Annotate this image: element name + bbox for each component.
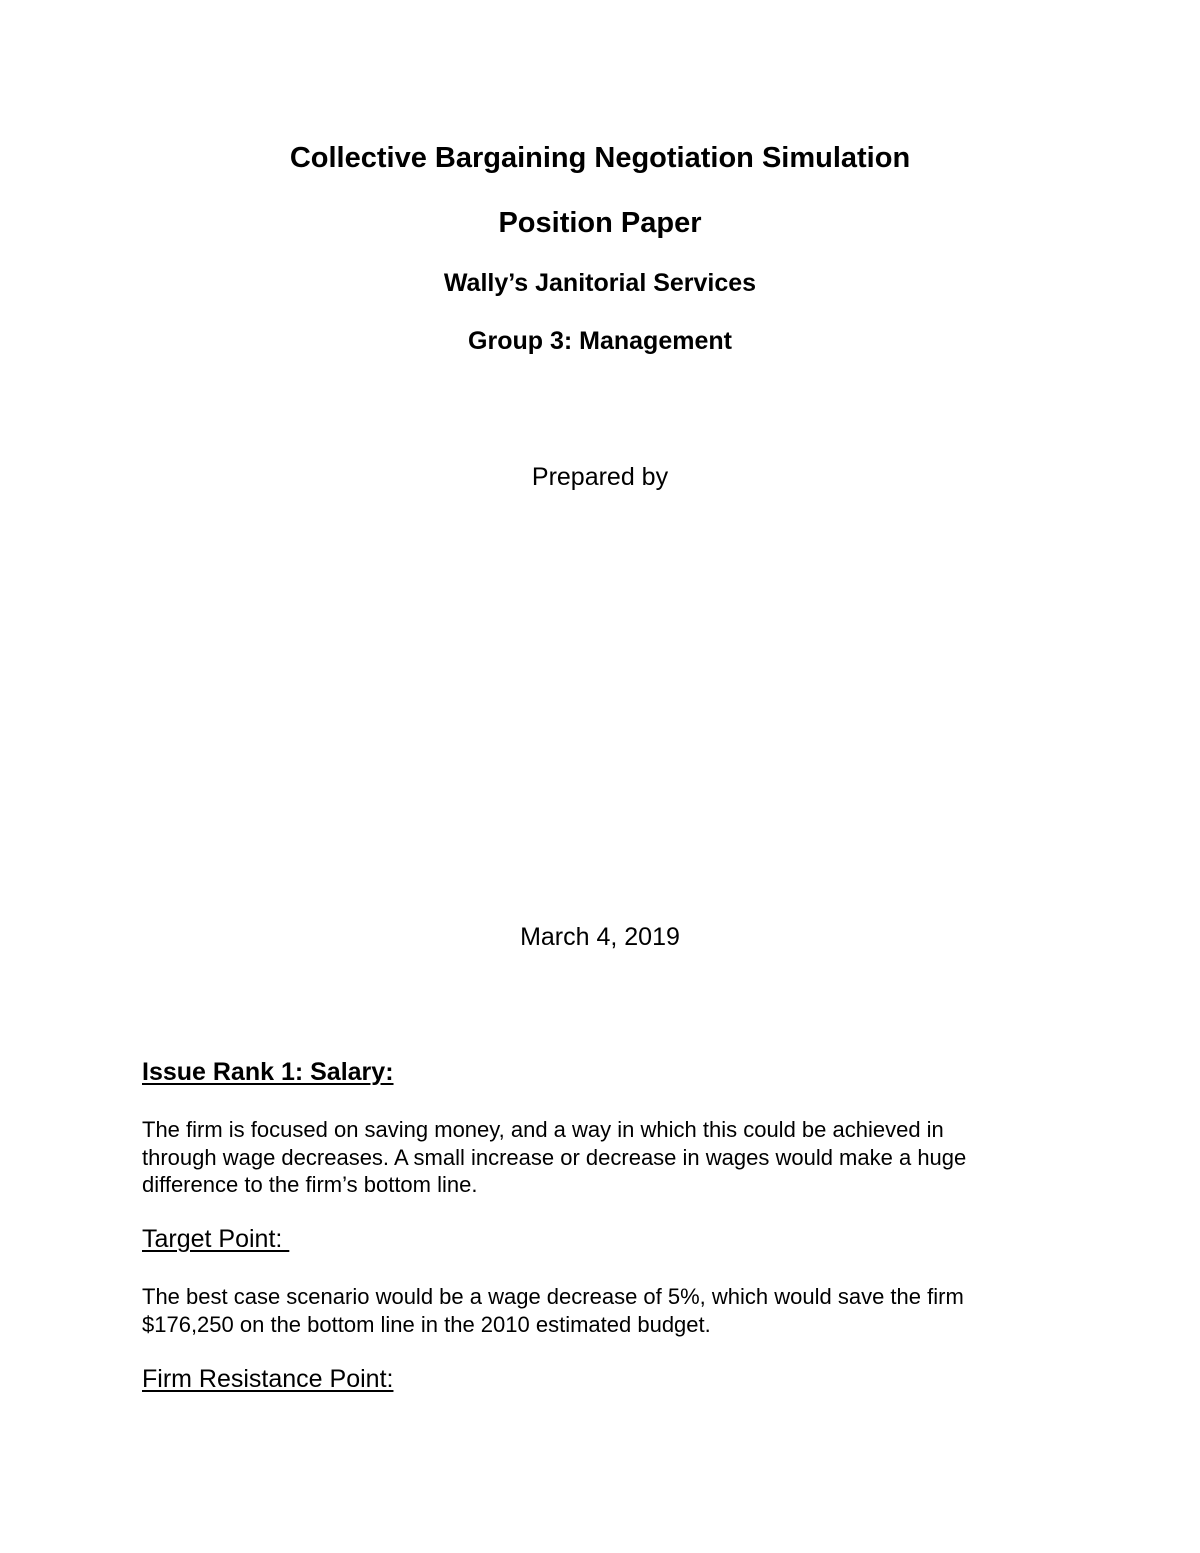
section-heading-salary: Issue Rank 1: Salary:: [142, 1058, 394, 1086]
document-title: Collective Bargaining Negotiation Simulation: [289, 142, 911, 174]
section-heading-resistance-point: Firm Resistance Point:: [142, 1365, 394, 1393]
group-name: Group 3: Management: [468, 327, 732, 355]
paragraph-line: $176,250 on the bottom line in the 2010 estimated budget.: [142, 1311, 711, 1337]
paragraph-line: through wage decreases. A small increase or decrease in wages would make a huge: [142, 1144, 967, 1170]
section-paragraph-salary: [142, 1116, 1042, 1199]
company-name: Wally’s Janitorial Services: [443, 269, 757, 297]
paragraph-line: The firm is focused on saving money, and a way in which this could be achieved in: [142, 1117, 944, 1142]
paragraph-line: The best case scenario would be a wage decrease of 5%, which would save the firm: [142, 1284, 964, 1309]
section-heading-target-point: Target Point:: [142, 1225, 290, 1253]
prepared-by-label: Prepared by: [531, 463, 669, 491]
paragraph-line: difference to the firm’s bottom line.: [142, 1172, 478, 1197]
document-date: March 4, 2019: [520, 923, 680, 951]
document-subtitle: Position Paper: [498, 207, 702, 239]
section-paragraph-target-point: [142, 1283, 1042, 1338]
